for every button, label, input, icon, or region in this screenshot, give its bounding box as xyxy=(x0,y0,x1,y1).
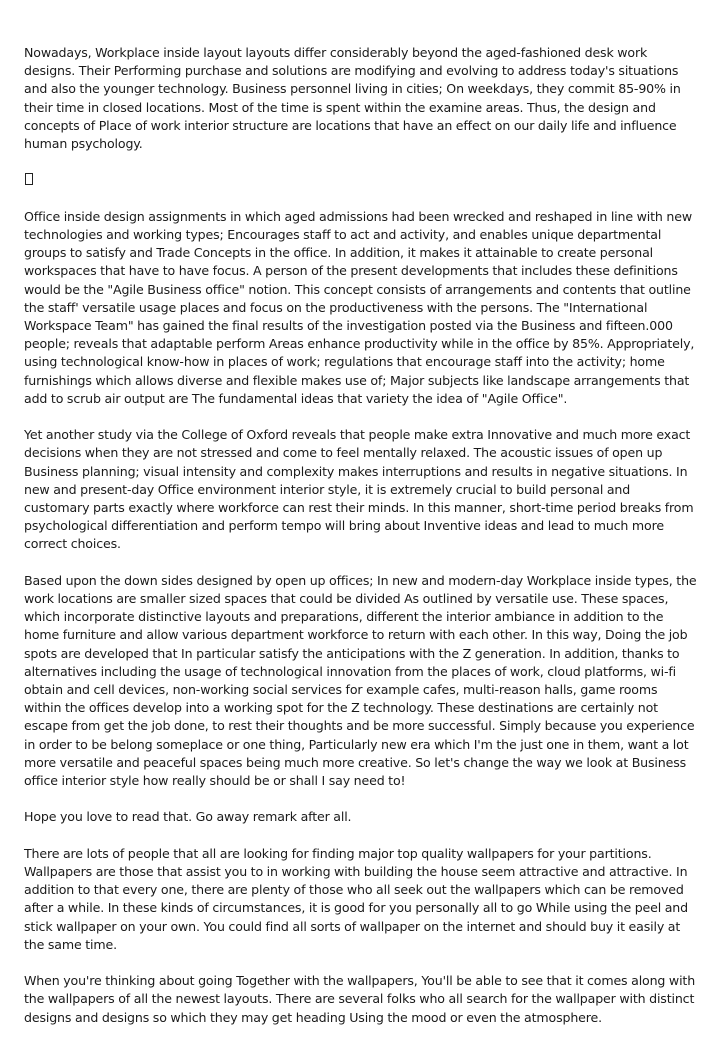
paragraph-6: There are lots of people that all are looking for finding major top quality wallpapers for your partitions. Wallpapers are those that assist you to in working with building the house seem attractive and attractive. In addition to that every one, there are plenty of those who all seek out the wallpapers which can be removed after a while. In these kinds of circumstances, it is good for you personally all to go While using the peel and stick wallpaper on your own. You could find all sorts of wallpaper on the internet and should buy it easily at the same time. xyxy=(24,845,688,952)
paragraph-3: Yet another study via the College of Oxford reveals that people make extra Innovative and much more exact decisions when they are not stressed and come to feel mentally relaxed. The acoustic issues of open up Business planning; visual intensity and complexity makes interruptions and results in negative situations. In new and present-day Office environment interior style, it is extremely crucial to build personal and customary parts exactly where workforce can rest their minds. In this manner, short-time period breaks from psychological differentiation and perform tempo will bring about Inventive ideas and lead to much more correct choices. xyxy=(24,427,694,552)
paragraph-7: When you're thinking about going Together with the wallpapers, You'll be able to see that it comes along with the wallpapers of all the newest layouts. There are several folks who all search for the wallpaper with distinct designs and designs so which they may get heading Using the mood or even the atmosphere. xyxy=(24,973,696,1025)
broken-image-placeholder xyxy=(24,171,698,189)
paragraph-2: Office inside design assignments in which aged admissions had been wrecked and reshaped in line with new technologies and working types; Encourages staff to act and activity, and enables unique departmental groups to satisfy and Trade Concepts in the office. In addition, it makes it attainable to create personal workspaces that have to have focus. A person of the present developments that includes these definitions would be the "Agile Business office" notion. This concept consists of arrangements and contents that outline the staff' versatile usage places and focus on the productiveness with the persons. The "International Workspace Team" has gained the final results of the investigation posted via the Business and fifteen.000 people; reveals that adaptable perform Areas enhance productivity while in the office by 85%. Appropriately, using technological know-how in places of work; regulations that encourage staff into the activity; home furnishings which allows diverse and flexible makes use of; Major subjects like landscape arrangements that add to scrub air output are The fundamental ideas that variety the idea of "Agile Office". xyxy=(24,208,695,406)
article-body xyxy=(24,44,698,1045)
paragraph-5: Hope you love to read that. Go away remark after all. xyxy=(24,809,352,825)
paragraph-1: Nowadays, Workplace inside layout layouts differ considerably beyond the aged-fashioned desk work designs. Their Performing purchase and solutions are modifying and evolving to address today's situations and also the younger technology. Business personnel living in cities; On weekdays, they commit 85-90% in their time in closed locations. Most of the time is spent within the examine areas. Thus, the design and concepts of Place of work interior structure are locations that have an effect on our daily life and influence human psychology. xyxy=(24,45,681,152)
paragraph-4: Based upon the down sides designed by open up offices; In new and modern-day Workplace inside types, the work locations are smaller sized spaces that could be divided As outlined by versatile use. These spaces, which incorporate distinctive layouts and preparations, different the interior ambiance in addition to the home furniture and allow various department workforce to return with each other. In this way, Doing the job spots are developed that In particular satisfy the anticipations with the Z generation. In addition, thanks to alternatives including the usage of technological innovation from the places of work, cloud platforms, wi-fi obtain and cell devices, non-working social services for example cafes, multi-reason halls, game rooms within the offices develop into a working spot for the Z technology. These destinations are certainly not escape from get the job done, to rest their thoughts and be more successful. Simply because you experience in order to be belong someplace or one thing, Particularly new era which I'm the just one in them, want a lot more versatile and peaceful spaces being much more creative. So let's change the way we look at Business office interior style how really should be or shall I say need to! xyxy=(24,572,697,789)
missing-glyph-icon xyxy=(25,173,33,185)
